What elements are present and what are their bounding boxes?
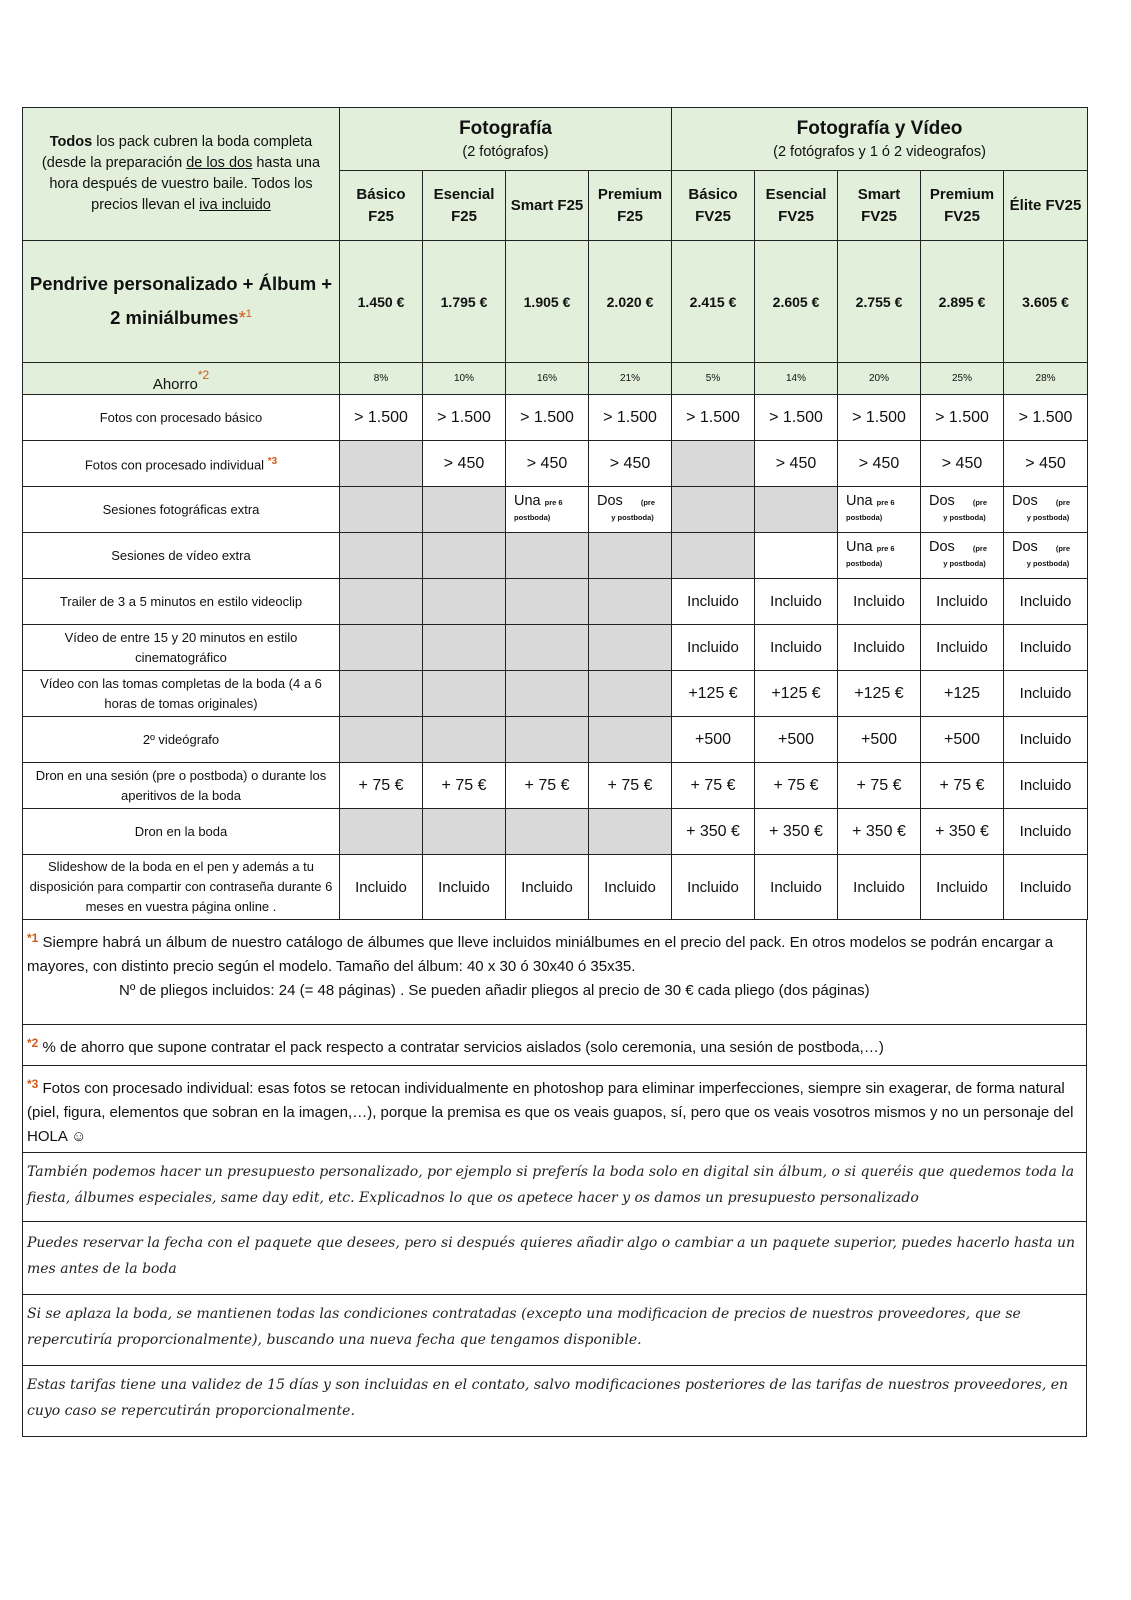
feature-cell-empty: [423, 579, 506, 625]
feature-cell: Incluido: [506, 855, 589, 920]
feature-label: Fotos con procesado básico: [23, 395, 340, 441]
feature-cell: > 1.500: [340, 395, 423, 441]
feature-cell: + 75 €: [589, 763, 672, 809]
feature-label: Fotos con procesado individual $^{*3}$: [23, 441, 340, 487]
feature-cell: +125 €: [838, 671, 921, 717]
price-cell: 1.905 €: [506, 241, 589, 363]
feature-cell: Incluido: [423, 855, 506, 920]
feature-label: Sesiones fotográficas extra: [23, 487, 340, 533]
pack-header: Esencial F25: [423, 171, 506, 241]
feature-cell: Incluido: [340, 855, 423, 920]
feature-cell: Incluido: [1004, 809, 1088, 855]
feature-cell: + 75 €: [838, 763, 921, 809]
price-cell: 2.755 €: [838, 241, 921, 363]
price-cell: 2.415 €: [672, 241, 755, 363]
feature-cell: Incluido: [1004, 855, 1088, 920]
feature-cell: Incluido: [921, 855, 1004, 920]
feature-cell: > 1.500: [921, 395, 1004, 441]
session-cell: Dos (pre y postboda): [589, 487, 672, 533]
feature-cell: + 350 €: [672, 809, 755, 855]
feature-cell-empty: [423, 809, 506, 855]
feature-cell-empty: [589, 717, 672, 763]
feature-cell-empty: [340, 487, 423, 533]
note-validity: Estas tarifas tiene una validez de 15 días y son incluidas en el contato, salvo modificaciones posteriores de las tarifas de nuestros proveedores, en cuyo caso se repercutirán proporcionalmente.: [23, 1365, 1086, 1436]
group-photo-video-header: Fotografía y Vídeo (2 fotógrafos y 1 ó 2 videografos): [672, 108, 1088, 171]
feature-cell: > 450: [589, 441, 672, 487]
feature-cell-empty: [423, 625, 506, 671]
feature-cell: > 1.500: [506, 395, 589, 441]
note-postponement: Si se aplaza la boda, se mantienen todas las condiciones contratadas (excepto una modificacion de precios de nuestros proveedores, que se repercutiría proporcionalmente), buscando una nueva fecha que tengamos disponible.: [23, 1294, 1086, 1365]
saving-cell: 28%: [1004, 363, 1088, 395]
note-3: $^{*3}$ Fotos con procesado individual: esas fotos se retocan individualmente en photoshop para eliminar imperfecciones, siempre sin exagerar, de forma natural (piel, figura, elementos que sobran en la imagen,…), porque la premisa es que os veais guapos, sí, pero que os veais vosotros mismos y no un personaje del HOLA ☺: [23, 1065, 1086, 1152]
session-cell: Dos (pre y postboda): [921, 533, 1004, 579]
feature-cell: + 75 €: [506, 763, 589, 809]
intro-bold: Todos: [49, 134, 93, 150]
feature-cell: > 450: [423, 441, 506, 487]
feature-label: Trailer de 3 a 5 minutos en estilo videoclip: [23, 579, 340, 625]
feature-cell: Incluido: [838, 625, 921, 671]
price-cell: 2.605 €: [755, 241, 838, 363]
feature-cell: Incluido: [755, 855, 838, 920]
feature-cell: > 1.500: [755, 395, 838, 441]
saving-cell: 21%: [589, 363, 672, 395]
feature-cell: > 1.500: [589, 395, 672, 441]
feature-cell: Incluido: [838, 579, 921, 625]
feature-cell: Incluido: [1004, 671, 1088, 717]
price-cell: 1.450 €: [340, 241, 423, 363]
feature-cell: > 450: [755, 441, 838, 487]
pack-header: Básico F25: [340, 171, 423, 241]
feature-cell-empty: [755, 487, 838, 533]
feature-cell-empty: [589, 671, 672, 717]
price-cell: 2.895 €: [921, 241, 1004, 363]
feature-cell: Incluido: [672, 579, 755, 625]
feature-cell: +500: [672, 717, 755, 763]
note-custom-quote: También podemos hacer un presupuesto personalizado, por ejemplo si preferís la boda solo en digital sin álbum, o si queréis que quedemos toda la fiesta, álbumes especiales, same day edit, etc. Explicadnos lo que os apetece hacer y os damos un presupuesto personalizado: [23, 1152, 1086, 1221]
feature-cell-empty: [340, 441, 423, 487]
saving-row-label: Ahorro$^{*2}$: [23, 363, 340, 395]
feature-cell-empty: [423, 671, 506, 717]
feature-cell-empty: [589, 533, 672, 579]
feature-cell: +125 €: [755, 671, 838, 717]
feature-cell: Incluido: [1004, 717, 1088, 763]
feature-cell: + 350 €: [921, 809, 1004, 855]
feature-cell: Incluido: [921, 625, 1004, 671]
feature-cell-empty: [340, 625, 423, 671]
feature-cell-empty: [340, 809, 423, 855]
saving-cell: 14%: [755, 363, 838, 395]
footnotes: [22, 920, 1087, 1437]
feature-label: Vídeo con las tomas completas de la boda (4 a 6 horas de tomas originales): [23, 671, 340, 717]
feature-cell-empty: [340, 533, 423, 579]
feature-cell: + 75 €: [672, 763, 755, 809]
pack-header: Esencial FV25: [755, 171, 838, 241]
feature-cell: > 450: [506, 441, 589, 487]
feature-cell-empty: [506, 671, 589, 717]
feature-cell-empty: [755, 533, 838, 579]
session-cell: Una pre 6 postboda): [838, 533, 921, 579]
feature-cell: + 75 €: [340, 763, 423, 809]
pricing-table: [22, 107, 1088, 920]
feature-cell: +125 €: [672, 671, 755, 717]
pack-header: Premium FV25: [921, 171, 1004, 241]
feature-cell: Incluido: [672, 625, 755, 671]
pack-header: Premium F25: [589, 171, 672, 241]
feature-cell: Incluido: [1004, 763, 1088, 809]
feature-cell: > 1.500: [1004, 395, 1088, 441]
feature-cell: Incluido: [838, 855, 921, 920]
feature-cell: > 1.500: [423, 395, 506, 441]
note-1: $^{*1}$ Siempre habrá un álbum de nuestro catálogo de álbumes que lleve incluidos miniálbumes en el precio del pack. En otros modelos se podrán encargar a mayores, con distinto precio según el modelo. Tamaño del álbum: 40 x 30 ó 30x40 ó 35x35. Nº de pliegos incluidos: 24 (= 48 páginas) . Se pueden añadir pliegos al precio de 30 € cada pliego (dos páginas): [27, 931, 1054, 999]
feature-label: Dron en una sesión (pre o postboda) o durante los aperitivos de la boda: [23, 763, 340, 809]
feature-cell-empty: [589, 809, 672, 855]
note-2: $^{*2}$ % de ahorro que supone contratar el pack respecto a contratar servicios aislados (solo ceremonia, una sesión de postboda,…): [23, 1024, 1086, 1065]
feature-cell: + 75 €: [755, 763, 838, 809]
feature-cell: > 450: [1004, 441, 1088, 487]
feature-label: Slideshow de la boda en el pen y además a tu disposición para compartir con contraseña durante 6 meses en vuestra página online .: [23, 855, 340, 920]
feature-cell: > 450: [921, 441, 1004, 487]
feature-cell-empty: [423, 487, 506, 533]
feature-cell-empty: [506, 533, 589, 579]
feature-cell: +500: [838, 717, 921, 763]
feature-label: Sesiones de vídeo extra: [23, 533, 340, 579]
feature-cell: +500: [755, 717, 838, 763]
note-reservation: Puedes reservar la fecha con el paquete que desees, pero si después quieres añadir algo o cambiar a un paquete superior, puedes hacerlo hasta un mes antes de la boda: [23, 1221, 1086, 1294]
pack-header: Básico FV25: [672, 171, 755, 241]
feature-cell: Incluido: [1004, 579, 1088, 625]
feature-cell: Incluido: [755, 579, 838, 625]
feature-cell-empty: [672, 441, 755, 487]
feature-cell: Incluido: [672, 855, 755, 920]
saving-cell: 10%: [423, 363, 506, 395]
feature-cell-empty: [423, 717, 506, 763]
intro-cell: Todos los pack cubren la boda completa (desde la preparación de los dos hasta una hora después de vuestro baile. Todos los precios llevan el iva incluido: [23, 108, 340, 241]
feature-cell: + 75 €: [423, 763, 506, 809]
feature-cell-empty: [672, 533, 755, 579]
feature-cell-empty: [340, 579, 423, 625]
feature-cell: + 350 €: [838, 809, 921, 855]
session-cell: Una pre 6 postboda): [838, 487, 921, 533]
feature-label: 2º videógrafo: [23, 717, 340, 763]
feature-cell: +500: [921, 717, 1004, 763]
feature-cell-empty: [589, 625, 672, 671]
feature-cell-empty: [506, 809, 589, 855]
price-cell: 3.605 €: [1004, 241, 1088, 363]
pack-header: Smart F25: [506, 171, 589, 241]
price-row-label: Pendrive personalizado + Álbum + 2 miniálbumes*$^1$: [23, 241, 340, 363]
feature-cell: Incluido: [1004, 625, 1088, 671]
price-cell: 1.795 €: [423, 241, 506, 363]
feature-cell: + 75 €: [921, 763, 1004, 809]
feature-label: Dron en la boda: [23, 809, 340, 855]
saving-cell: 5%: [672, 363, 755, 395]
feature-cell-empty: [340, 671, 423, 717]
session-cell: Dos (pre y postboda): [921, 487, 1004, 533]
feature-cell: > 450: [838, 441, 921, 487]
pack-header: Smart FV25: [838, 171, 921, 241]
feature-cell-empty: [589, 579, 672, 625]
saving-cell: 16%: [506, 363, 589, 395]
feature-cell-empty: [340, 717, 423, 763]
price-sheet: [22, 107, 1087, 1437]
feature-cell-empty: [506, 717, 589, 763]
feature-cell-empty: [423, 533, 506, 579]
saving-cell: 20%: [838, 363, 921, 395]
feature-label: Vídeo de entre 15 y 20 minutos en estilo cinematográfico: [23, 625, 340, 671]
feature-cell: > 1.500: [838, 395, 921, 441]
feature-cell: + 350 €: [755, 809, 838, 855]
feature-cell-empty: [672, 487, 755, 533]
feature-cell-empty: [506, 579, 589, 625]
session-cell: Una pre 6 postboda): [506, 487, 589, 533]
group-photo-header: Fotografía (2 fotógrafos): [340, 108, 672, 171]
feature-cell: Incluido: [589, 855, 672, 920]
feature-cell: > 1.500: [672, 395, 755, 441]
session-cell: Dos (pre y postboda): [1004, 487, 1088, 533]
price-cell: 2.020 €: [589, 241, 672, 363]
session-cell: Dos (pre y postboda): [1004, 533, 1088, 579]
feature-cell: Incluido: [755, 625, 838, 671]
saving-cell: 8%: [340, 363, 423, 395]
feature-cell: Incluido: [921, 579, 1004, 625]
saving-cell: 25%: [921, 363, 1004, 395]
feature-cell-empty: [506, 625, 589, 671]
pack-header: Élite FV25: [1004, 171, 1088, 241]
feature-cell: +125: [921, 671, 1004, 717]
